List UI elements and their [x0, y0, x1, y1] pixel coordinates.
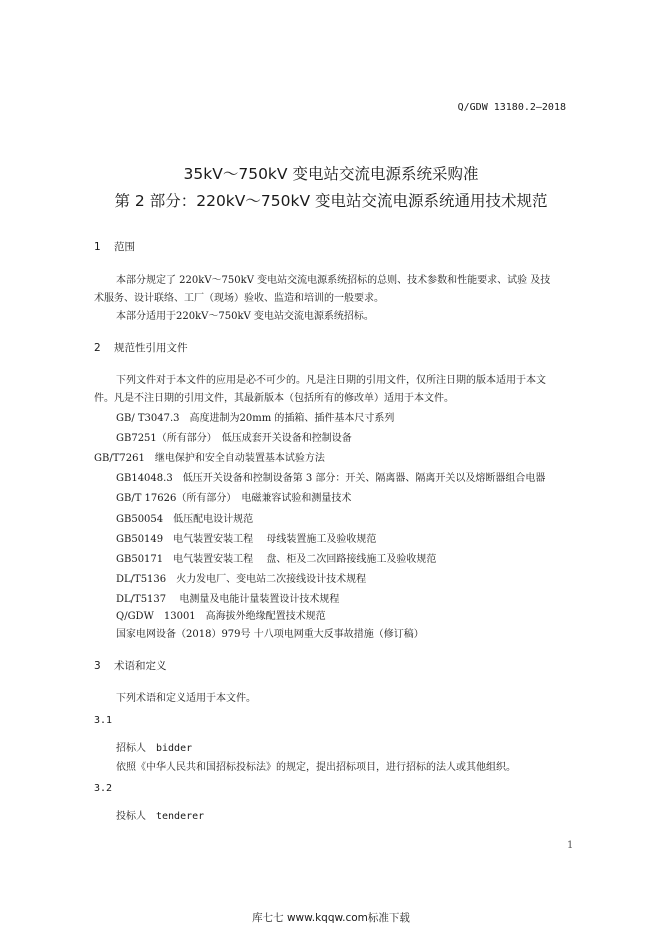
reference-item: GB50171 电气装置安装工程 盘、柜及二次回路接线施工及验收规范	[116, 554, 437, 565]
section-1-paragraph-2: 本部分适用于220kV～750kV 变电站交流电源系统招标。	[116, 311, 374, 322]
section-number: 3	[94, 660, 101, 672]
term-number: 3.2	[94, 783, 113, 794]
document-title-line-1: 35kV～750kV 变电站交流电源系统采购准	[183, 165, 479, 183]
reference-item: 国家电网设备（2018）979号 十八项电网重大反事故措施（修订稿）	[116, 629, 424, 640]
reference-item: GB/ T3047.3 高度进制为20mm 的插箱、插件基本尺寸系列	[116, 413, 395, 424]
reference-item: GB14048.3 低压开关设备和控制设备第 3 部分：开关、隔离器、隔离开关以及熔断器组合电器	[116, 473, 546, 484]
reference-item: GB/T7261 继电保护和安全自动装置基本试验方法	[94, 453, 325, 464]
section-title: 规范性引用文件	[114, 342, 188, 354]
section-number: 1	[94, 241, 101, 253]
section-1-heading	[94, 239, 135, 254]
term-english: bidder	[156, 743, 193, 754]
term-chinese: 投标人	[116, 811, 146, 822]
reference-item: GB50054 低压配电设计规范	[116, 514, 254, 525]
term-number: 3.1	[94, 715, 113, 726]
reference-item: Q/GDW 13001 高海拔外绝缘配置技术规范	[116, 611, 326, 622]
section-3-heading	[94, 658, 167, 673]
section-3-intro: 下列术语和定义适用于本文件。	[116, 693, 256, 704]
document-title-line-2: 第 2 部分：220kV～750kV 变电站交流电源系统通用技术规范	[114, 192, 548, 210]
term-english: tenderer	[156, 811, 205, 822]
section-2-intro-line-1: 下列文件对于本文件的应用是必不可少的。凡是注日期的引用文件，仅所注日期的版本适用于本文	[116, 375, 546, 386]
term-definition: 依照《中华人民共和国招标投标法》的规定，提出招标项目，进行招标的法人或其他组织。	[116, 762, 516, 773]
reference-item: DL/T5136 火力发电厂、变电站二次接线设计技术规程	[116, 574, 367, 585]
section-2-heading	[94, 340, 188, 355]
section-number: 2	[94, 342, 101, 354]
term-chinese: 招标人	[116, 743, 146, 754]
term-entry	[116, 807, 204, 822]
section-title: 术语和定义	[114, 660, 167, 672]
reference-item: GB7251（所有部分） 低压成套开关设备和控制设备	[116, 433, 352, 444]
standard-code-header: Q/GDW 13180.2—2018	[457, 102, 566, 113]
section-title: 范围	[114, 241, 135, 253]
reference-item: GB50149 电气装置安装工程 母线装置施工及验收规范	[116, 534, 377, 545]
page-number: 1	[567, 840, 574, 851]
section-1-paragraph-1-line-1: 本部分规定了 220kV～750kV 变电站交流电源系统招标的总则、技术参数和性能要求、试验 及技	[116, 275, 551, 286]
term-entry	[116, 739, 192, 754]
section-1-paragraph-1-line-2: 术服务、设计联络、工厂（现场）验收、监造和培训的一般要求。	[94, 293, 384, 304]
footer-watermark[interactable]: 库七七 www.kqqw.com标准下载	[252, 912, 410, 924]
section-2-intro-line-2: 件。凡是不注日期的引用文件，其最新版本（包括所有的修改单）适用于本文件。	[94, 393, 454, 404]
reference-item: GB/T 17626（所有部分） 电磁兼容试验和测量技术	[116, 493, 352, 504]
reference-item: DL/T5137 电测量及电能计量装置设计技术规程	[116, 594, 340, 605]
